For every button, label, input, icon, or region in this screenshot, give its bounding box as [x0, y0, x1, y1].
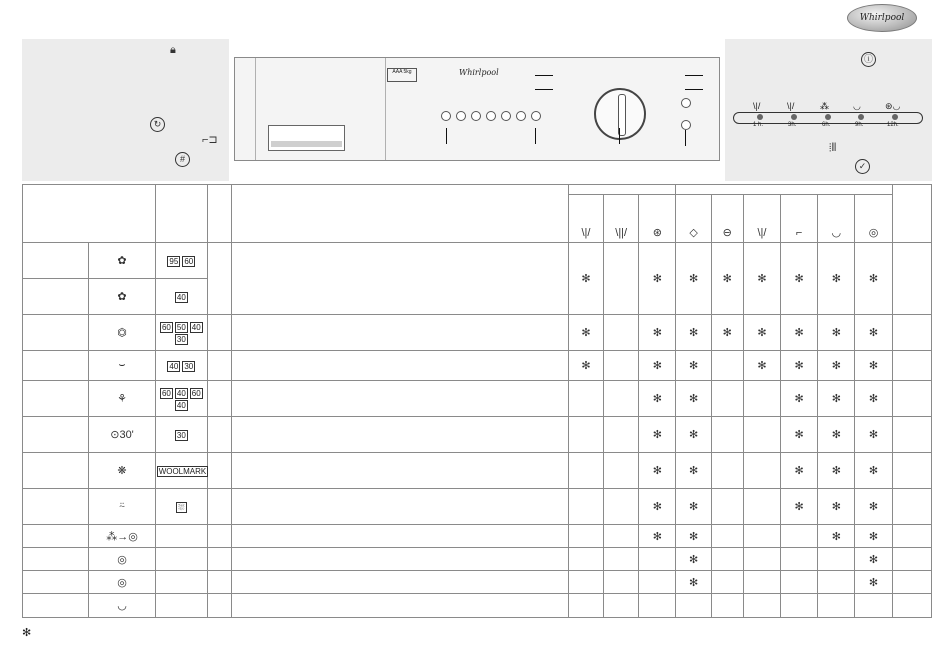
program-name-cell [23, 315, 89, 351]
option-mark-cell [743, 594, 780, 618]
option-header-icon: ◎ [855, 195, 892, 243]
program-icon: ✿ [89, 279, 155, 315]
option-mark-cell [743, 489, 780, 525]
lock-icon: 🔒︎ [170, 44, 176, 56]
option-mark-cell [711, 571, 743, 594]
option-mark-cell [711, 453, 743, 489]
blank-cell [892, 594, 931, 618]
panel-divider [255, 58, 256, 160]
blank-cell [207, 315, 231, 351]
temperature-tag: 40 [176, 292, 186, 302]
description-cell [232, 315, 569, 351]
option-mark-cell [604, 548, 639, 571]
wash-icon: \|/ [787, 101, 795, 111]
option-mark-cell: ✻ [743, 351, 780, 381]
temperature-cell [155, 417, 207, 453]
option-mark-cell: ✻ [676, 548, 711, 571]
program-name-cell [23, 243, 89, 279]
header-cell [207, 185, 231, 243]
option-mark-cell [743, 453, 780, 489]
option-mark-cell: ✻ [781, 489, 818, 525]
blank-cell [207, 417, 231, 453]
temperature-tag: 50 [176, 322, 186, 332]
option-mark-cell [604, 315, 639, 351]
blank-cell [207, 489, 231, 525]
option-mark-cell: ✻ [639, 453, 676, 489]
delay-label: 9h. [855, 122, 864, 128]
option-mark-cell: ✻ [781, 351, 818, 381]
program-icon: ✿ [89, 243, 155, 279]
option-mark-cell [743, 571, 780, 594]
option-mark-cell [639, 548, 676, 571]
option-mark-cell: ✻ [676, 525, 711, 548]
option-header-icon: \|/ [743, 195, 780, 243]
blank-cell [207, 571, 231, 594]
option-header-icon: \||/ [604, 195, 639, 243]
panel-button [456, 111, 466, 121]
option-mark-cell [711, 351, 743, 381]
temperature-tag: WOOLMARK [158, 466, 207, 476]
option-mark-cell [604, 525, 639, 548]
temperature-tag: 30 [176, 334, 186, 344]
option-mark-cell [568, 548, 603, 571]
option-mark-cell [568, 594, 603, 618]
option-mark-cell [568, 453, 603, 489]
temperature-tag: 40 [176, 400, 186, 410]
table-row [23, 417, 932, 453]
program-name-cell [23, 525, 89, 548]
option-mark-cell [743, 548, 780, 571]
program-icon: ⌣ [89, 351, 155, 381]
option-mark-cell [639, 594, 676, 618]
option-header-icon: \|/ [568, 195, 603, 243]
option-mark-cell: ✻ [568, 351, 603, 381]
blank-cell [207, 243, 231, 315]
panel-button [681, 120, 691, 130]
description-cell [232, 351, 569, 381]
description-cell [232, 453, 569, 489]
footnote: ✻ [22, 627, 32, 639]
spin-drain-icon: ⊛◡ [885, 101, 901, 111]
option-mark-cell [781, 525, 818, 548]
temperature-cell [155, 453, 207, 489]
option-mark-cell: ✻ [676, 489, 711, 525]
option-mark-cell [604, 571, 639, 594]
option-mark-cell [818, 594, 855, 618]
option-mark-cell: ✻ [676, 315, 711, 351]
option-mark-cell: ✻ [676, 351, 711, 381]
option-mark-cell: ✻ [639, 525, 676, 548]
option-mark-cell [639, 571, 676, 594]
option-mark-cell: ✻ [639, 381, 676, 417]
program-icon: ⏣ [89, 315, 155, 351]
blank-cell [207, 453, 231, 489]
option-mark-cell: ✻ [639, 243, 676, 315]
option-mark-cell: ✻ [855, 489, 892, 525]
option-mark-cell: ✻ [855, 417, 892, 453]
whirlpool-logo: Whirlpool [847, 4, 917, 32]
description-cell [232, 381, 569, 417]
delay-label: 1 h. [753, 122, 764, 128]
blank-cell [892, 243, 931, 315]
option-mark-cell: ✻ [855, 571, 892, 594]
option-header-icon: ⌐ [781, 195, 818, 243]
blank-cell [892, 315, 931, 351]
pointer-arrow [446, 128, 447, 144]
option-mark-cell: ✻ [818, 525, 855, 548]
option-mark-cell [711, 381, 743, 417]
option-mark-cell: ✻ [568, 315, 603, 351]
option-header-icon: ◇ [676, 195, 711, 243]
program-dial [594, 88, 646, 140]
program-name-cell [23, 489, 89, 525]
header-cell [892, 185, 931, 243]
option-mark-cell: ✻ [676, 571, 711, 594]
temperature-tag: 95 [169, 256, 179, 266]
temperature-tag: 60 [161, 322, 171, 332]
pointer-arrow [685, 130, 686, 146]
option-mark-cell: ✻ [743, 315, 780, 351]
option-mark-cell [604, 417, 639, 453]
option-mark-cell: ✻ [855, 315, 892, 351]
header-cell [23, 185, 156, 243]
option-mark-cell [781, 594, 818, 618]
option-mark-cell [818, 548, 855, 571]
temperature-cell [155, 489, 207, 525]
option-mark-cell: ✻ [639, 417, 676, 453]
control-panel-illustration [234, 57, 720, 161]
option-mark-cell [781, 571, 818, 594]
delay-dot [892, 114, 898, 120]
option-mark-cell: ✻ [781, 453, 818, 489]
option-mark-cell: ✻ [818, 243, 855, 315]
option-mark-cell: ✻ [818, 453, 855, 489]
delay-dot [757, 114, 763, 120]
start-icon: ⓘ [861, 52, 876, 67]
blank-cell [892, 571, 931, 594]
blank-cell [892, 417, 931, 453]
program-name-cell [23, 548, 89, 571]
temperature-tag: 40 [176, 388, 186, 398]
delay-dot [791, 114, 797, 120]
spin-icon: ↻ [150, 117, 165, 132]
grid-icon: # [175, 152, 190, 167]
panel-brand: Whirlpool [459, 68, 499, 77]
drain-icon: ◡ [853, 101, 861, 111]
temperature-cell [155, 594, 207, 618]
delay-label: 3h. [788, 122, 797, 128]
option-mark-cell: ✻ [639, 315, 676, 351]
energy-badge: AAA 5kg [387, 68, 417, 82]
blank-cell [207, 351, 231, 381]
description-cell [232, 417, 569, 453]
option-mark-cell [743, 525, 780, 548]
option-mark-cell [711, 489, 743, 525]
temperature-cell [155, 571, 207, 594]
option-mark-cell [781, 548, 818, 571]
option-mark-cell [818, 571, 855, 594]
option-mark-cell: ✻ [818, 381, 855, 417]
option-mark-cell: ✻ [855, 453, 892, 489]
option-mark-cell [711, 525, 743, 548]
option-mark-cell: ✻ [711, 315, 743, 351]
option-mark-cell [711, 417, 743, 453]
program-icon: ❋ [89, 453, 155, 489]
option-mark-cell [568, 525, 603, 548]
option-mark-cell: ✻ [855, 548, 892, 571]
option-mark-cell [604, 594, 639, 618]
option-mark-cell [604, 381, 639, 417]
temperature-cell [155, 243, 207, 279]
blank-cell [892, 381, 931, 417]
option-mark-cell: ✻ [855, 525, 892, 548]
option-mark-cell: ✻ [855, 351, 892, 381]
blank-cell [892, 453, 931, 489]
option-header-icon: ◡ [818, 195, 855, 243]
pointer-arrow [535, 75, 553, 76]
program-icon: ◡ [89, 594, 155, 618]
program-icon: ⚘ [89, 381, 155, 417]
option-mark-cell: ✻ [639, 351, 676, 381]
table-row [23, 453, 932, 489]
blank-cell [207, 525, 231, 548]
option-mark-cell [568, 381, 603, 417]
option-mark-cell: ✻ [711, 243, 743, 315]
table-row [23, 243, 932, 279]
description-cell [232, 489, 569, 525]
temperature-cell [155, 548, 207, 571]
program-name-cell [23, 594, 89, 618]
pointer-arrow [619, 128, 620, 144]
pointer-arrow [685, 89, 703, 90]
option-mark-cell [711, 594, 743, 618]
option-mark-cell [604, 243, 639, 315]
option-mark-cell [604, 351, 639, 381]
option-mark-cell: ✻ [818, 315, 855, 351]
option-header-icon: ⊖ [711, 195, 743, 243]
table-row [23, 525, 932, 548]
blank-cell [207, 548, 231, 571]
program-name-cell [23, 453, 89, 489]
table-row [23, 571, 932, 594]
temperature-tag: 40 [191, 322, 201, 332]
temperature-tag: 60 [184, 256, 194, 266]
option-mark-cell: ✻ [781, 243, 818, 315]
option-header-icon: ⊛ [639, 195, 676, 243]
table-row [23, 381, 932, 417]
option-mark-cell: ✻ [743, 243, 780, 315]
table-row [23, 489, 932, 525]
panel-button [501, 111, 511, 121]
left-panel [22, 39, 229, 181]
program-icon: ⍨ [89, 489, 155, 525]
delay-start-icon: ⦙⦀ [829, 142, 837, 154]
option-mark-cell [676, 594, 711, 618]
temperature-tag: 30 [176, 430, 186, 440]
program-name-cell [23, 417, 89, 453]
program-name-cell [23, 279, 89, 315]
panel-button [516, 111, 526, 121]
table-row [23, 594, 932, 618]
delay-dot [825, 114, 831, 120]
blank-cell [892, 525, 931, 548]
delay-label: 6h. [822, 122, 831, 128]
option-mark-cell: ✻ [781, 381, 818, 417]
option-mark-cell: ✻ [818, 417, 855, 453]
temperature-cell [155, 381, 207, 417]
pointer-arrow [535, 128, 536, 144]
blank-cell [892, 489, 931, 525]
option-mark-cell [568, 571, 603, 594]
description-cell [232, 594, 569, 618]
option-mark-cell: ✻ [781, 417, 818, 453]
temperature-tag: 30 [184, 361, 194, 371]
description-cell [232, 571, 569, 594]
program-table [22, 184, 932, 618]
option-mark-cell [568, 489, 603, 525]
table-row [23, 351, 932, 381]
header-group [676, 185, 892, 195]
option-mark-cell: ✻ [676, 243, 711, 315]
rinse-icon: ⁂ [820, 101, 829, 111]
tap-icon: ⌐⊐ [202, 134, 218, 146]
delay-dot [858, 114, 864, 120]
detergent-drawer [268, 125, 345, 151]
program-icon: ⊙30' [89, 417, 155, 453]
delay-label: 12h. [887, 122, 899, 128]
check-icon: ✓ [855, 159, 870, 174]
header-cell [232, 185, 569, 243]
option-mark-cell [743, 417, 780, 453]
temperature-tag: 40 [169, 361, 179, 371]
option-mark-cell: ✻ [855, 243, 892, 315]
panel-button [471, 111, 481, 121]
temperature-cell [155, 315, 207, 351]
temperature-tag: 60 [191, 388, 201, 398]
option-mark-cell [568, 417, 603, 453]
option-mark-cell: ✻ [676, 381, 711, 417]
pointer-arrow [535, 89, 553, 90]
option-mark-cell: ✻ [676, 417, 711, 453]
blank-cell [892, 548, 931, 571]
option-mark-cell [711, 548, 743, 571]
panel-button [441, 111, 451, 121]
table-row [23, 315, 932, 351]
temperature-cell [155, 525, 207, 548]
table-row [23, 548, 932, 571]
option-mark-cell [604, 453, 639, 489]
header-group [568, 185, 676, 195]
option-mark-cell: ✻ [676, 453, 711, 489]
right-panel [725, 39, 932, 181]
temperature-tag: 60 [161, 388, 171, 398]
description-cell [232, 525, 569, 548]
panel-button [486, 111, 496, 121]
temperature-cell [155, 279, 207, 315]
description-cell [232, 243, 569, 315]
panel-button [531, 111, 541, 121]
temperature-cell [155, 351, 207, 381]
program-name-cell [23, 571, 89, 594]
panel-button [681, 98, 691, 108]
option-mark-cell [743, 381, 780, 417]
blank-cell [207, 381, 231, 417]
option-mark-cell: ✻ [568, 243, 603, 315]
option-mark-cell [855, 594, 892, 618]
program-name-cell [23, 381, 89, 417]
header-cell [155, 185, 207, 243]
program-icon: ◎ [89, 548, 155, 571]
program-name-cell [23, 351, 89, 381]
pointer-arrow [685, 75, 703, 76]
option-mark-cell [604, 489, 639, 525]
panel-divider [385, 58, 386, 160]
option-mark-cell: ✻ [818, 351, 855, 381]
blank-cell [207, 594, 231, 618]
option-mark-cell: ✻ [639, 489, 676, 525]
blank-cell [892, 351, 931, 381]
wash-icon: \|/ [753, 101, 761, 111]
option-mark-cell: ✻ [818, 489, 855, 525]
program-icon: ◎ [89, 571, 155, 594]
option-mark-cell: ✻ [781, 315, 818, 351]
program-icon: ⁂→◎ [89, 525, 155, 548]
temperature-tag: ⛆ [178, 502, 185, 512]
option-mark-cell: ✻ [855, 381, 892, 417]
description-cell [232, 548, 569, 571]
